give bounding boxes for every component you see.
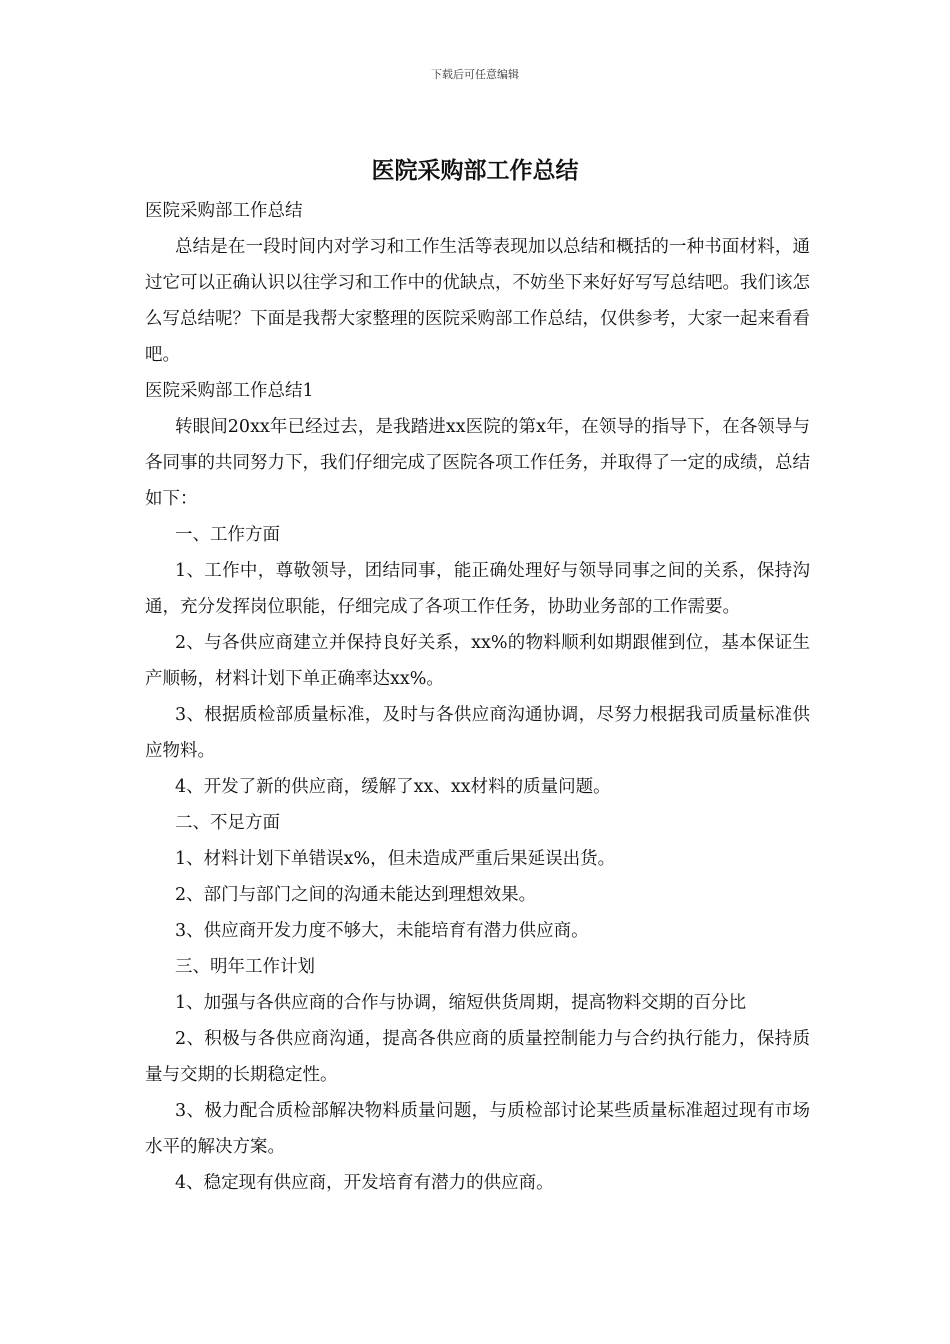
- list-item: 3、供应商开发力度不够大，未能培育有潜力供应商。: [175, 921, 589, 941]
- paragraph: 总结是在一段时间内对学习和工作生活等表现加以总结和概括的一种书面材料，通过它可以正确认识以往学习和工作中的优缺点，不妨坐下来好好写写总结吧。我们该怎么写总结呢？下面是我帮大家整理的医院采购部工作总结，仅供参考，大家一起来看看吧。: [145, 237, 810, 365]
- section-heading: 二、不足方面: [175, 813, 280, 833]
- paragraph: 医院采购部工作总结1: [145, 381, 314, 401]
- list-item: 4、稳定现有供应商，开发培育有潜力的供应商。: [175, 1173, 554, 1193]
- list-item: 1、材料计划下单错误x%，但未造成严重后果延误出货。: [175, 849, 616, 869]
- list-item: 1、加强与各供应商的合作与协调，缩短供货周期，提高物料交期的百分比: [175, 993, 747, 1013]
- list-item: 3、根据质检部质量标准，及时与各供应商沟通协调，尽努力根据我司质量标准供应物料。: [145, 705, 810, 761]
- header-note: 下载后可任意编辑: [431, 68, 519, 81]
- list-item: 1、工作中，尊敬领导，团结同事，能正确处理好与领导同事之间的关系，保持沟通，充分发挥岗位职能，仔细完成了各项工作任务，协助业务部的工作需要。: [145, 561, 810, 617]
- list-item: 4、开发了新的供应商，缓解了xx、xx材料的质量问题。: [175, 777, 611, 797]
- list-item: 3、极力配合质检部解决物料质量问题，与质检部讨论某些质量标准超过现有市场水平的解决方案。: [145, 1101, 810, 1157]
- section-heading: 三、明年工作计划: [175, 957, 315, 977]
- paragraph: 转眼间20xx年已经过去，是我踏进xx医院的第x年，在领导的指导下，在各领导与各同事的共同努力下，我们仔细完成了医院各项工作任务，并取得了一定的成绩，总结如下：: [145, 417, 810, 509]
- list-item: 2、积极与各供应商沟通，提高各供应商的质量控制能力与合约执行能力，保持质量与交期的长期稳定性。: [145, 1029, 810, 1085]
- list-item: 2、与各供应商建立并保持良好关系，xx%的物料顺利如期跟催到位，基本保证生产顺畅，材料计划下单正确率达xx%。: [145, 633, 810, 689]
- document-body: [145, 193, 810, 1201]
- list-item: 2、部门与部门之间的沟通未能达到理想效果。: [175, 885, 537, 905]
- document-title: 医院采购部工作总结: [371, 158, 579, 184]
- section-heading: 一、工作方面: [175, 525, 280, 545]
- paragraph: 医院采购部工作总结: [145, 201, 303, 221]
